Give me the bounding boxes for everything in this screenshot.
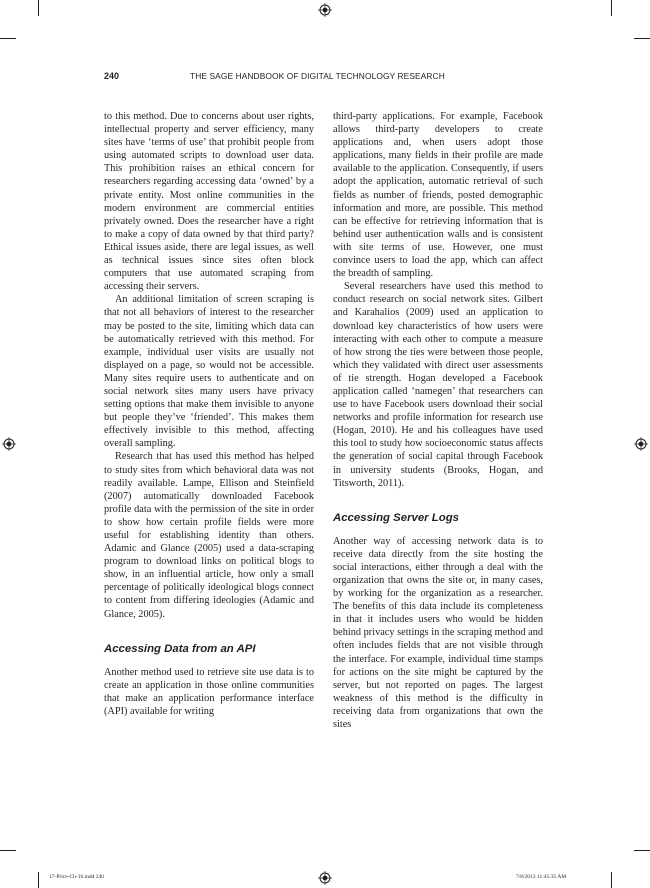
paragraph: Another method used to retrieve site use data is to create an application in those online communities that make an application performance interface (API) available for writing xyxy=(104,666,314,717)
registration-mark-top-icon xyxy=(318,3,332,17)
registration-mark-left-icon xyxy=(2,437,16,451)
registration-mark-bottom-icon xyxy=(318,871,332,885)
right-column xyxy=(333,110,543,731)
crop-mark-top-right-v xyxy=(611,0,612,16)
crop-mark-bottom-left-v xyxy=(38,872,39,888)
running-header xyxy=(104,71,546,85)
registration-mark-right-icon xyxy=(634,437,648,451)
section-heading: Accessing Data from an API xyxy=(104,642,256,655)
paragraph: third-party applications. For example, Facebook allows third-party developers to create applications and, when users adopt those applications, many fields in their profile are made available to the application. Consequently, if users adopt the application, automatic retrieval of such fields as number of friends, posted demographic information and more, are possible. This method can be effective for retrieving information that is behind user authentication walls and is consistent with site terms of use. However, one must convince users to load the app, which can affect the breadth of sampling. xyxy=(333,111,543,280)
paragraph: to this method. Due to concerns about user rights, intellectual property and server efficiency, many sites have ‘terms of use’ that prohibit people from using automated scripts to download user data. This prohibition raises an ethical concern for researchers regarding accessing data ‘owned’ by a private entity. Most online communities in the modern environment are commercial entities privately owned. Does the researcher have a right to make a copy of data owned by that third party? Ethical issues aside, there are legal issues, as well as technical issues since sites often block computers that use automated scraping from accessing their servers. xyxy=(104,111,314,293)
running-title: THE SAGE HANDBOOK OF DIGITAL TECHNOLOGY RESEARCH xyxy=(190,71,445,81)
section-heading: Accessing Server Logs xyxy=(333,511,459,524)
page-number: 240 xyxy=(104,71,120,81)
paragraph: An additional limitation of screen scraping is that not all behaviors of interest to the researcher may be posted to the site, limiting which data can be automatically retrieved with this method. For example, individual user visits are usually not displayed on a page, so would not be accessible. Many sites require users to authenticate and on social network sites many users have privacy setting options that make them invisible to anyone but people they’ve ‘friended’. This makes them effectively invisible to this method, affecting overall sampling. xyxy=(104,294,314,450)
slug-file-name: 17-Price-Ch-16.indd 240 xyxy=(49,874,104,880)
paragraph: Several researchers have used this method to conduct research on social network sites. Gilbert and Karahalios (2009) used an application to download key characteristics of how users were interacting with each other to compute a measure of how strong the ties were between those people, which they validated with direct user assessments of tie strength. Hogan developed a Facebook application called ‘namegen’ that researchers can use to have Facebook users download their social networks and profile information for research use (Hogan, 2010). He and his colleagues have used this tool to study how socioeconomic status affects the generation of social capital through Facebook in university students (Brooks, Hogan, and Titsworth, 2011). xyxy=(333,281,543,489)
crop-mark-bottom-left-h xyxy=(0,850,16,851)
left-column xyxy=(104,110,314,718)
paragraph: Research that has used this method has helped to study sites from which behavioral data was not readily available. Lampe, Ellison and Steinfield (2007) automatically downloaded Facebook profile data with the permission of the site in order to show how certain profile fields were more useful for establishing identity than others. Adamic and Glance (2005) used a data-scraping program to download links on political blogs to show, in an influential article, how only a small percentage of politically ideological blogs connect to content from differing ideologies (Adamic and Glance, 2005). xyxy=(104,451,314,620)
slug-timestamp: 7/8/2013 11:45:35 AM xyxy=(516,874,567,880)
crop-mark-top-left-v xyxy=(38,0,39,16)
crop-mark-bottom-right-h xyxy=(634,850,650,851)
crop-mark-top-left-h xyxy=(0,38,16,39)
crop-mark-top-right-h xyxy=(634,38,650,39)
paragraph: Another way of accessing network data is to receive data directly from the site hosting the social interactions, either through a deal with the organization that owns the site or, in many cases, by working for the organization as a researcher. The benefits of this data include its completeness in that it includes users who would be hidden behind privacy settings in the scraping method and often includes fields that are not visible through the interface. For example, individual time stamps for actions on the site might be captured by the server, but not reported on pages. The largest weakness of this method is the difficulty in receiving data from organizations that own the sites xyxy=(333,535,543,731)
crop-mark-bottom-right-v xyxy=(611,872,612,888)
